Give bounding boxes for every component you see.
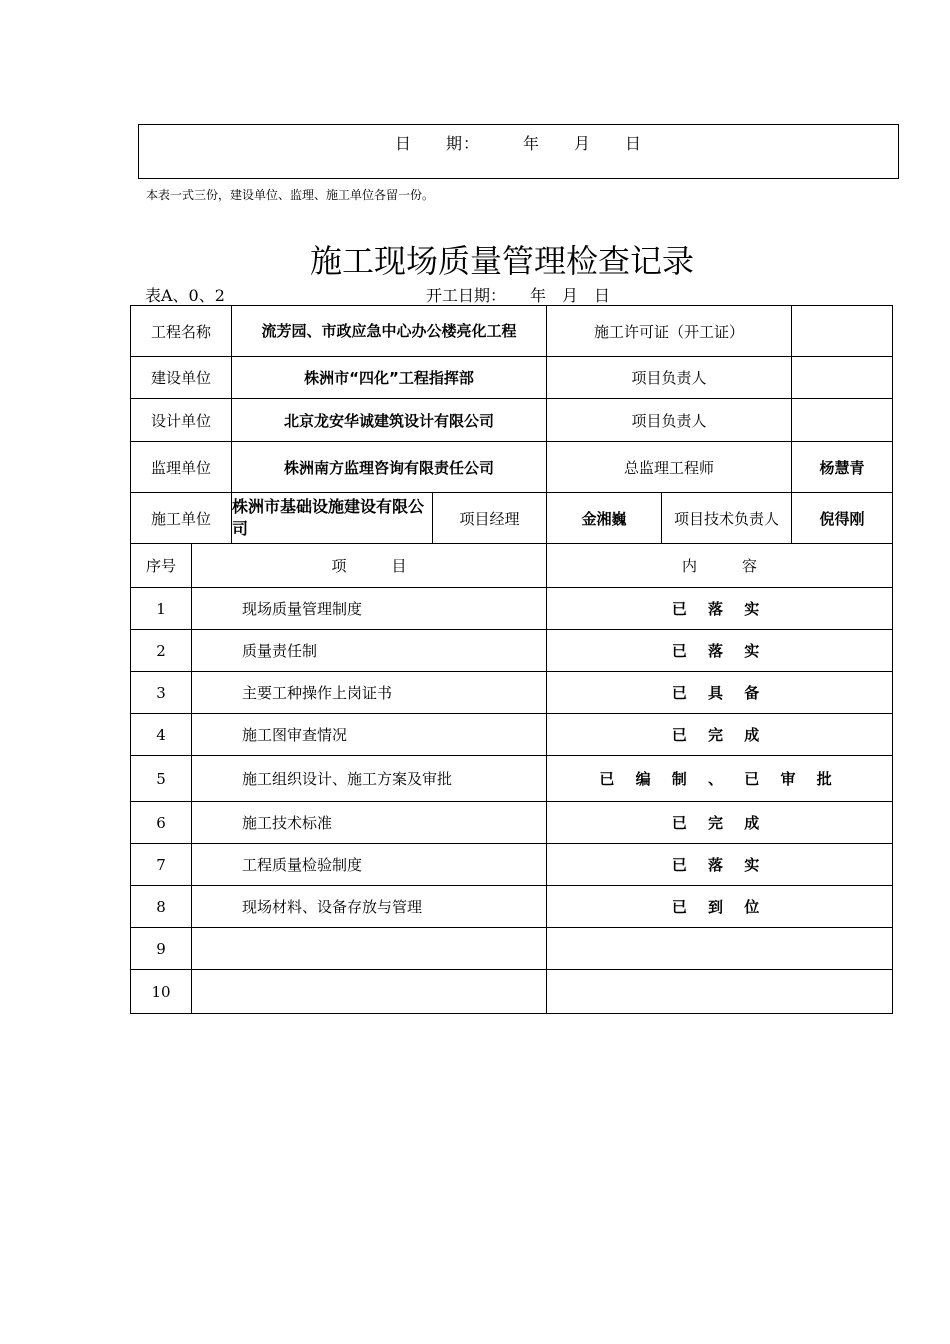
table-row bbox=[131, 970, 893, 1014]
supervision-value: 株洲南方监理咨询有限责任公司 bbox=[232, 442, 547, 493]
tech-lead-signature: 倪得刚 bbox=[792, 493, 893, 544]
header-content: 内 容 bbox=[547, 544, 893, 588]
table-row bbox=[131, 844, 893, 886]
date-line: 日 期： 年 月 日 bbox=[394, 134, 642, 153]
owner-label: 建设单位 bbox=[131, 357, 232, 399]
row-no: 2 bbox=[131, 630, 192, 672]
row-content: 已 落 实 bbox=[547, 588, 893, 630]
table-row bbox=[131, 588, 893, 630]
row-no: 7 bbox=[131, 844, 192, 886]
table-row bbox=[131, 756, 893, 802]
date-box bbox=[138, 124, 899, 179]
owner-row bbox=[131, 357, 893, 399]
row-no: 5 bbox=[131, 756, 192, 802]
row-content bbox=[547, 928, 893, 970]
row-no: 3 bbox=[131, 672, 192, 714]
design-pm-value bbox=[792, 399, 893, 442]
table-row bbox=[131, 886, 893, 928]
design-row bbox=[131, 399, 893, 442]
row-item: 施工图审查情况 bbox=[192, 714, 547, 756]
row-item bbox=[192, 928, 547, 970]
form-code: 表A、0、2 bbox=[145, 286, 225, 305]
row-no: 8 bbox=[131, 886, 192, 928]
owner-value: 株洲市“四化”工程指挥部 bbox=[232, 357, 547, 399]
row-item: 工程质量检验制度 bbox=[192, 844, 547, 886]
row-content: 已 落 实 bbox=[547, 844, 893, 886]
project-name-row bbox=[131, 306, 893, 357]
footnote: 本表一式三份，建设单位、监理、施工单位各留一份。 bbox=[146, 188, 435, 202]
row-content: 已 到 位 bbox=[547, 886, 893, 928]
table-row bbox=[131, 714, 893, 756]
header-no: 序号 bbox=[131, 544, 192, 588]
table-row bbox=[131, 630, 893, 672]
contractor-label: 施工单位 bbox=[131, 493, 232, 544]
owner-pm-value bbox=[792, 357, 893, 399]
chief-supervisor-label: 总监理工程师 bbox=[547, 442, 792, 493]
pm-signature: 金湘巍 bbox=[547, 493, 662, 544]
row-item: 施工组织设计、施工方案及审批 bbox=[192, 756, 547, 802]
row-item: 现场材料、设备存放与管理 bbox=[192, 886, 547, 928]
table-row bbox=[131, 802, 893, 844]
supervision-row bbox=[131, 442, 893, 493]
row-content: 已 落 实 bbox=[547, 630, 893, 672]
chief-supervisor-signature: 杨慧青 bbox=[792, 442, 893, 493]
row-content: 已 编 制 、 已 审 批 bbox=[547, 756, 893, 802]
row-content bbox=[547, 970, 893, 1014]
row-no: 9 bbox=[131, 928, 192, 970]
contractor-value: 株洲市基础设施建设有限公司 bbox=[232, 493, 433, 544]
row-no: 6 bbox=[131, 802, 192, 844]
project-name-value: 流芳园、市政应急中心办公楼亮化工程 bbox=[232, 306, 547, 357]
row-no: 10 bbox=[131, 970, 192, 1014]
design-pm-label: 项目负责人 bbox=[547, 399, 792, 442]
row-content: 已 完 成 bbox=[547, 714, 893, 756]
header-item: 项 目 bbox=[192, 544, 547, 588]
tech-lead-label: 项目技术负责人 bbox=[662, 493, 792, 544]
document-title: 施工现场质量管理检查记录 bbox=[309, 242, 694, 280]
contractor-row bbox=[131, 493, 893, 544]
row-item: 施工技术标准 bbox=[192, 802, 547, 844]
supervision-label: 监理单位 bbox=[131, 442, 232, 493]
row-item: 现场质量管理制度 bbox=[192, 588, 547, 630]
table-row bbox=[131, 672, 893, 714]
project-name-label: 工程名称 bbox=[131, 306, 232, 357]
row-item: 质量责任制 bbox=[192, 630, 547, 672]
row-no: 4 bbox=[131, 714, 192, 756]
row-item: 主要工种操作上岗证书 bbox=[192, 672, 547, 714]
row-no: 1 bbox=[131, 588, 192, 630]
pm-label: 项目经理 bbox=[433, 493, 547, 544]
table-row bbox=[131, 928, 893, 970]
permit-label: 施工许可证（开工证） bbox=[547, 306, 792, 357]
row-content: 已 完 成 bbox=[547, 802, 893, 844]
design-label: 设计单位 bbox=[131, 399, 232, 442]
row-item bbox=[192, 970, 547, 1014]
start-date: 开工日期： 年 月 日 bbox=[426, 286, 611, 305]
inspection-table bbox=[130, 305, 893, 1014]
row-content: 已 具 备 bbox=[547, 672, 893, 714]
owner-pm-label: 项目负责人 bbox=[547, 357, 792, 399]
table-header-row bbox=[131, 544, 893, 588]
permit-value bbox=[792, 306, 893, 357]
design-value: 北京龙安华诚建筑设计有限公司 bbox=[232, 399, 547, 442]
